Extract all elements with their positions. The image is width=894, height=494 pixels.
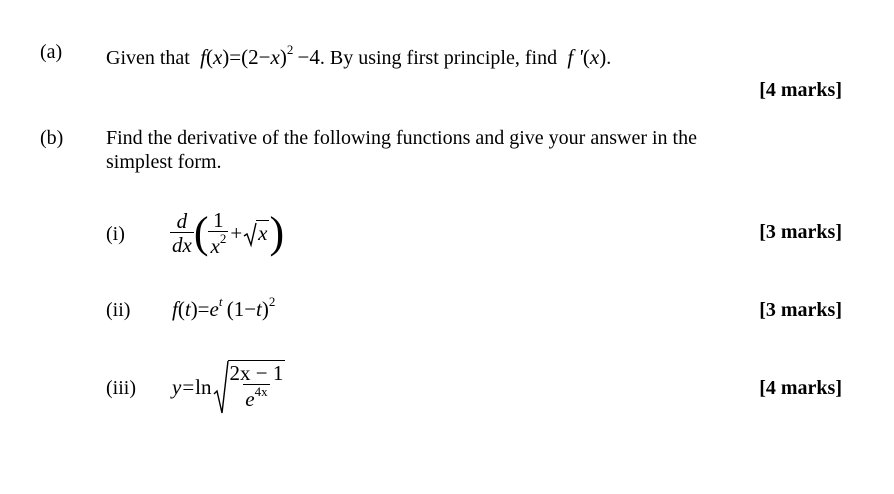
item-ii-expression: $f(t)=e^t$ $(1-t)^2$ [172,294,276,321]
item-iii-expression: y = ln $\frac{2x - 1}{e^{4x}}$ [172,354,285,420]
item-i-d-dx: $\frac{d}{dx}$ [172,208,192,257]
item-i-sqrt: x [244,220,269,246]
item-i-label: (i) [106,223,125,245]
part-a-text-before: Given that [106,47,190,69]
item-iii-fraction: $\frac{2x - 1}{e^{4x}}$ [228,360,286,414]
item-iii-sqrt [214,360,286,414]
item-ii-marks: [3 marks] [759,299,842,321]
part-a-period: . [606,47,612,69]
part-a-label: (a) [40,41,63,63]
part-b-instruction-line2: simplest form. [106,151,222,173]
part-b-label: (b) [40,127,64,149]
part-a-question [106,40,611,70]
item-ii-label: (ii) [106,299,131,321]
item-i-one-over-x-squared: $\frac{1}{x^2}$ [210,207,227,258]
sqrt-sign-icon [214,360,228,414]
item-iii-label: (iii) [106,377,136,399]
part-a-marks: [4 marks] [759,79,842,101]
item-i-marks: [3 marks] [759,221,842,243]
item-iii-marks: [4 marks] [759,377,842,399]
part-a-derivative-notation: f '(x) [567,45,607,69]
item-i-plus: + [230,220,243,245]
item-i-expression [170,200,284,266]
item-i-right-paren: ) [269,208,285,257]
part-b-instruction-line1: Find the derivative of the following functions and give your answer in the [106,127,697,149]
part-a-text-after: . By using first principle, find [319,47,558,69]
part-a-function-definition: $f(x)=(2-x)^2 -4$ [200,42,320,69]
sqrt-sign-icon [244,222,256,246]
item-i-left-paren: ( [193,208,209,257]
